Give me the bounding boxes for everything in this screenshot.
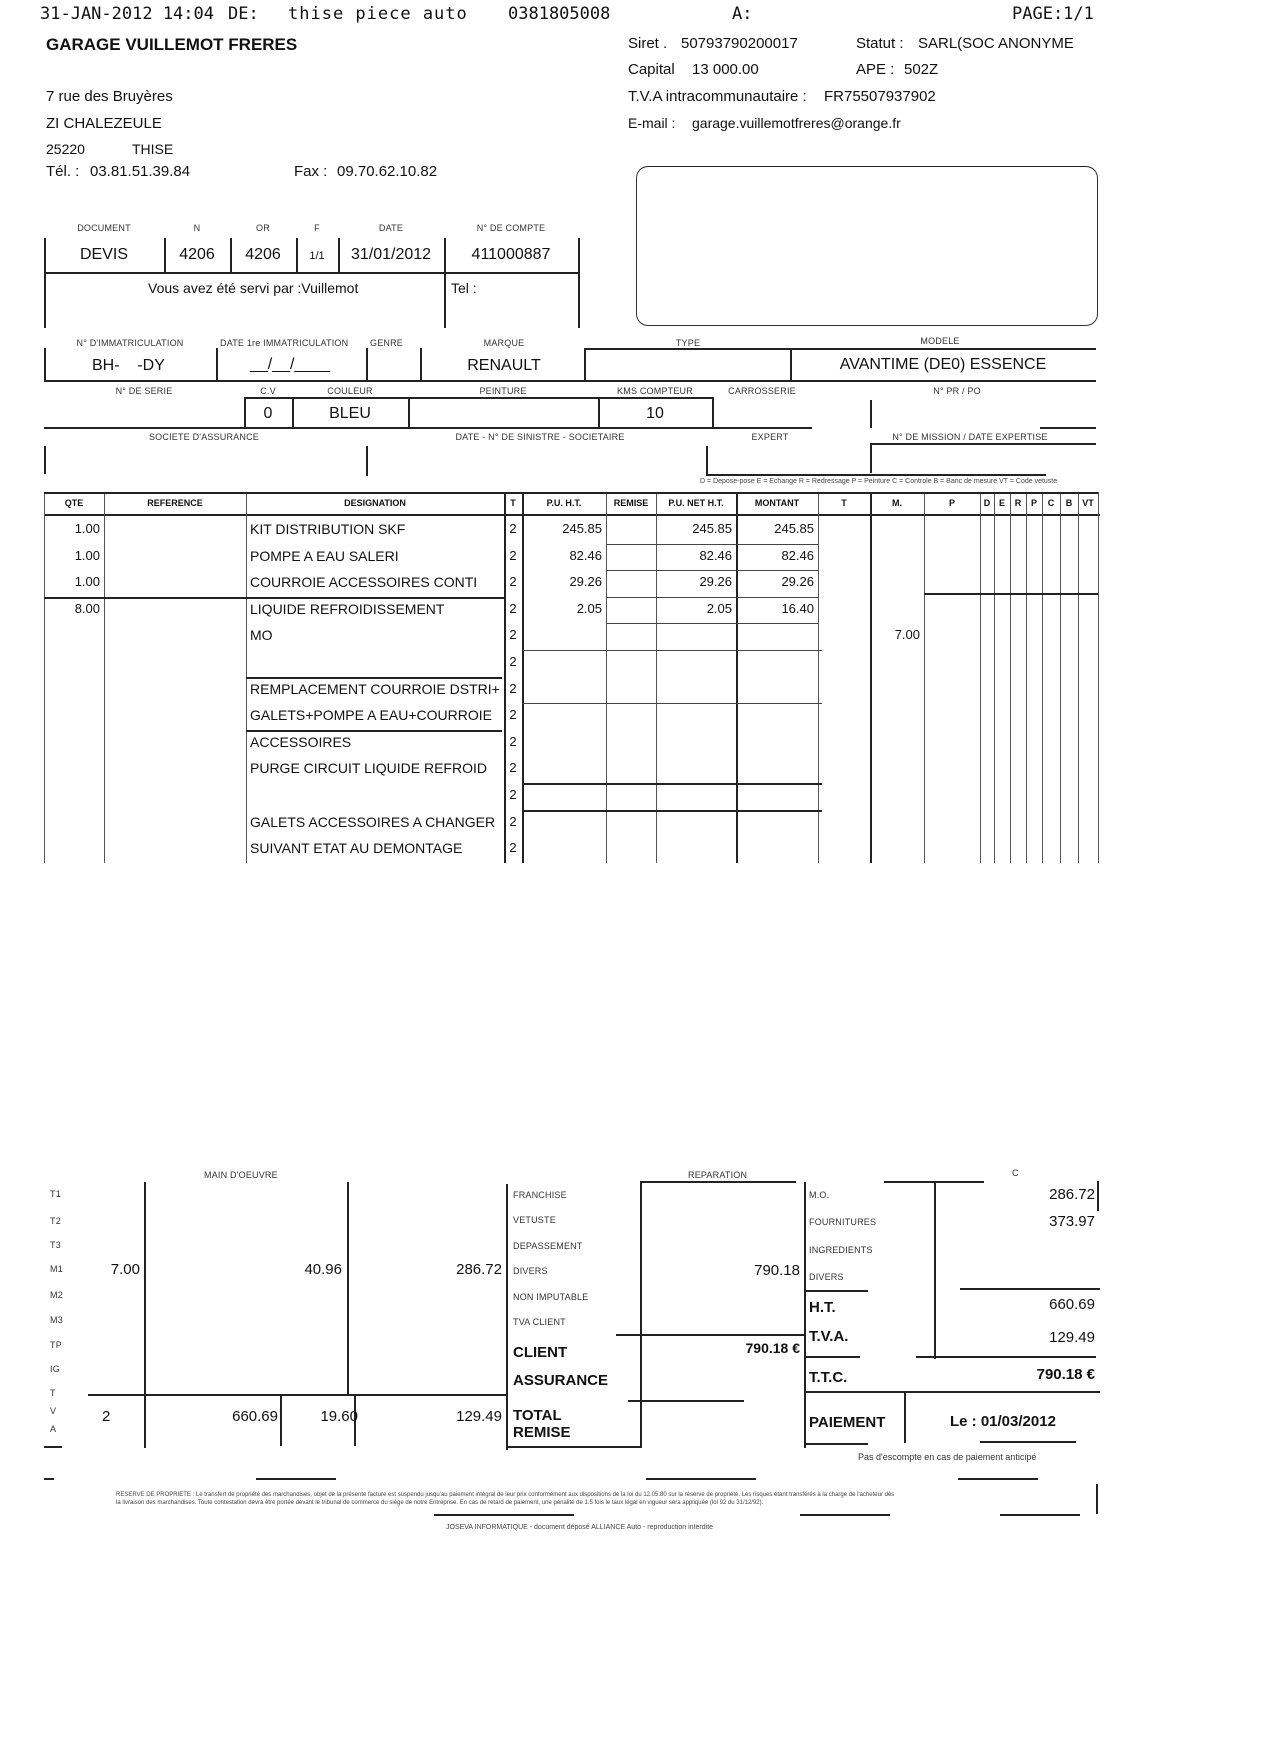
cell-pu-ht: 29.26 — [569, 574, 602, 590]
totals-title: C — [1012, 1168, 1019, 1178]
legal-text-1: RESERVE DE PROPRIETE : Le transfert de propriété des marchandises, objet de la présente facture est suspendu jusqu'au paiement intégral de leur prix conformément aux dispositions de la loi du 12.05.80 sur la réserve de propriété. Les risques étant transférés à la charge de l'acheteur dès — [116, 1492, 895, 1498]
doc-header-or: OR — [256, 223, 270, 233]
totals-fournitures-label: FOURNITURES — [809, 1217, 877, 1227]
cell-t: 2 — [509, 574, 517, 590]
cell-pu-net: 245.85 — [692, 521, 732, 536]
ape-label: APE : — [856, 61, 895, 78]
cell-designation: COURROIE ACCESSOIRES CONTI — [250, 574, 478, 591]
paiement-date: Le : 01/03/2012 — [950, 1413, 1056, 1430]
reparation-row-label: FRANCHISE — [513, 1190, 567, 1200]
fax-phone: 0381805008 — [508, 4, 611, 24]
cell-designation: PURGE CIRCUIT LIQUIDE REFROID — [250, 760, 487, 777]
cell-montant: 82.46 — [781, 547, 814, 563]
company-fax-label: Fax : — [294, 163, 328, 180]
siret-label: Siret . — [628, 35, 668, 52]
column-header-c: C — [1047, 498, 1055, 508]
tva-code: 2 — [102, 1408, 111, 1425]
doc-date: 31/01/2012 — [350, 246, 432, 263]
cell-pu-net: 82.46 — [699, 547, 732, 563]
couleur-value: BLEU — [329, 405, 371, 422]
immat-value: BH- -DY — [92, 357, 165, 374]
column-header-designation: DESIGNATION — [344, 498, 406, 508]
company-name: GARAGE VUILLEMOT FRERES — [46, 35, 298, 54]
serie-label: N° DE SERIE — [115, 386, 173, 396]
sinistre-label: DATE - N° DE SINISTRE - SOCIETAIRE — [455, 432, 625, 442]
column-header-d: D — [983, 498, 991, 508]
reparation-row-label: VETUSTE — [513, 1215, 556, 1226]
ape-value: 502Z — [904, 61, 939, 78]
doc-number: 4206 — [179, 246, 215, 263]
statut-value: SARL(SOC ANONYME — [918, 35, 1074, 52]
cell-t: 2 — [509, 627, 517, 643]
cell-designation: KIT DISTRIBUTION SKF — [250, 521, 406, 537]
couleur-label: COULEUR — [327, 386, 373, 396]
paiement-label: PAIEMENT — [809, 1414, 886, 1431]
genre-label: GENRE — [370, 338, 404, 348]
column-header-remise: REMISE — [613, 498, 649, 508]
customer-tel-label: Tel : — [451, 280, 477, 296]
cell-montant: 16.40 — [781, 600, 814, 616]
cell-qte: 1.00 — [74, 574, 100, 590]
company-address1: 7 rue des Bruyères — [46, 88, 173, 105]
tva-intra-label: T.V.A intracommunautaire : — [628, 88, 807, 105]
cell-t: 2 — [509, 733, 517, 749]
total-remise-label-1: TOTAL — [513, 1407, 562, 1424]
mo-row-label: T2 — [50, 1216, 61, 1226]
cell-designation: GALETS ACCESSOIRES A CHANGER — [250, 813, 496, 830]
cell-designation: MO — [250, 627, 273, 644]
cell-t: 2 — [509, 840, 517, 856]
cell-designation: ACCESSOIRES — [250, 733, 352, 750]
pr-label: N° PR / PO — [933, 386, 981, 396]
marque-label: MARQUE — [483, 338, 525, 348]
column-header-montant: MONTANT — [754, 498, 800, 508]
escompte-note: Pas d'escompte en cas de paiement anticipé — [858, 1452, 1037, 1462]
mo-row-label: M1 — [50, 1264, 63, 1274]
mo-m1-hours: 7.00 — [110, 1261, 140, 1278]
doc-header-date: DATE — [378, 223, 404, 233]
cell-pu-ht: 82.46 — [569, 547, 602, 563]
capital-value: 13 000.00 — [692, 61, 759, 78]
reparation-row-label: NON IMPUTABLE — [513, 1291, 589, 1302]
statut-label: Statut : — [856, 35, 904, 52]
fax-datetime: 31-JAN-2012 14:04 — [40, 4, 214, 24]
cv-label: C.V — [260, 386, 276, 396]
cell-t: 2 — [509, 654, 517, 669]
cell-designation: LIQUIDE REFROIDISSEMENT — [250, 600, 445, 617]
cell-t: 2 — [509, 547, 517, 563]
mo-row-label: T3 — [50, 1240, 61, 1250]
kms-label: KMS COMPTEUR — [617, 386, 693, 396]
doc-header-document: DOCUMENT — [77, 223, 131, 233]
recipient-address-box — [636, 166, 1098, 326]
legal-text-2: la livraison des marchandises. Toute contestation devra être portée devant le tribunal de commerce du siège de notre Entreprise. En cas de retard de paiement, une pénalité de 1.5 fois le taux légal en vigueur sera appliquée (loi 92 du 31/12/92). — [116, 1500, 764, 1506]
modele-label: MODELE — [920, 336, 960, 346]
doc-or: 4206 — [245, 246, 281, 263]
mo-m1-amount: 286.72 — [456, 1261, 502, 1278]
tva-row-label: T — [50, 1388, 56, 1398]
email-value[interactable]: garage.vuillemotfreres@orange.fr — [692, 115, 901, 131]
totals-divers-label: DIVERS — [809, 1272, 844, 1282]
tva-base: 660.69 — [232, 1408, 278, 1425]
cell-t: 2 — [509, 760, 517, 776]
cell-t: 2 — [509, 600, 517, 616]
reparation-row-label: DEPASSEMENT — [513, 1240, 583, 1251]
reparation-divers-value: 790.18 — [754, 1262, 800, 1279]
column-header-pu-net: P.U. NET H.T. — [668, 498, 724, 508]
totals-mo-label: M.O. — [809, 1190, 830, 1200]
cell-t: 2 — [509, 813, 517, 829]
cell-montant: 29.26 — [781, 574, 814, 590]
kms-value: 10 — [646, 405, 664, 422]
column-header-e: E — [998, 498, 1005, 508]
expert-label: EXPERT — [751, 432, 789, 442]
immat-label: N° D'IMMATRICULATION — [76, 338, 184, 348]
cell-m: 7.00 — [894, 627, 920, 643]
cell-montant: 245.85 — [774, 521, 814, 536]
cell-qte: 1.00 — [74, 521, 100, 536]
mo-row-label: T1 — [50, 1189, 61, 1199]
cell-pu-ht: 245.85 — [562, 521, 602, 536]
doc-type: DEVIS — [79, 246, 128, 263]
cell-t: 2 — [509, 521, 517, 536]
cell-t: 2 — [509, 680, 517, 696]
doc-f: 1/1 — [309, 250, 325, 262]
ht-value: 660.69 — [1049, 1296, 1095, 1313]
company-address2: ZI CHALEZEULE — [46, 115, 162, 132]
client-value: 790.18 € — [745, 1340, 800, 1356]
column-header-p2: P — [1030, 498, 1037, 508]
doc-header-f: F — [314, 223, 320, 233]
capital-label: Capital — [628, 61, 675, 78]
served-by: Vous avez été servi par :Vuillemot — [148, 280, 359, 296]
cell-designation: POMPE A EAU SALERI — [250, 547, 399, 564]
cell-qte: 8.00 — [74, 600, 100, 616]
company-tel: 03.81.51.39.84 — [90, 163, 191, 180]
tva-amount: 129.49 — [456, 1408, 502, 1425]
reparation-row-label: DIVERS — [513, 1266, 548, 1277]
doc-header-n: N — [193, 223, 201, 233]
fax-from-label: DE: — [228, 4, 259, 24]
fax-to-label: A: — [732, 4, 753, 24]
peinture-label: PEINTURE — [479, 386, 527, 396]
marque-value: RENAULT — [467, 357, 541, 374]
mo-row-label: M3 — [50, 1315, 63, 1325]
tva-total-value: 129.49 — [1049, 1329, 1095, 1346]
tva-row-label: A — [50, 1424, 57, 1434]
ttc-label: T.T.C. — [809, 1369, 848, 1386]
date-immat-value: __/__/____ — [250, 356, 331, 373]
cell-t: 2 — [509, 707, 517, 723]
cell-t: 2 — [509, 787, 517, 802]
mo-row-label: M2 — [50, 1290, 63, 1300]
totals-ingredients-label: INGREDIENTS — [809, 1245, 873, 1255]
mo-row-label: TP — [50, 1340, 62, 1350]
column-header-qte: QTE — [64, 498, 84, 508]
reparation-row-label: TVA CLIENT — [513, 1317, 566, 1327]
assurance-label: SOCIETE D'ASSURANCE — [148, 432, 260, 442]
company-postcode: 25220 — [46, 141, 85, 157]
column-header-ref: REFERENCE — [147, 498, 203, 508]
column-header-b: B — [1065, 498, 1073, 508]
cell-pu-net: 29.26 — [699, 574, 732, 590]
date-immat-label: DATE 1re IMMATRICULATION — [220, 338, 349, 348]
column-header-r: R — [1014, 498, 1022, 508]
siret-value: 50793790200017 — [681, 35, 798, 52]
cell-pu-net: 2.05 — [706, 600, 732, 616]
total-remise-label-2: REMISE — [513, 1424, 571, 1441]
footer-credit: JOSEVA INFORMATIQUE - document déposé ALLIANCE Auto - reproduction interdite — [446, 1524, 714, 1531]
email-label: E-mail : — [628, 115, 676, 131]
totals-mo-value: 286.72 — [1049, 1186, 1095, 1203]
cell-designation: GALETS+POMPE A EAU+COURROIE — [250, 707, 492, 724]
carrosserie-label: CARROSSERIE — [728, 386, 796, 396]
cell-pu-ht: 2.05 — [576, 600, 602, 616]
tva-total-label: T.V.A. — [809, 1328, 849, 1345]
client-label: CLIENT — [513, 1344, 568, 1361]
main-oeuvre-title: MAIN D'OEUVRE — [204, 1170, 278, 1180]
cell-qte: 1.00 — [74, 547, 100, 563]
ttc-value: 790.18 € — [1036, 1366, 1095, 1383]
type-label: TYPE — [675, 338, 701, 348]
cv-value: 0 — [263, 405, 273, 422]
mo-row-label: IG — [50, 1364, 60, 1374]
doc-account: 411000887 — [471, 246, 551, 263]
ht-label: H.T. — [809, 1299, 836, 1316]
assurance-total-label: ASSURANCE — [513, 1372, 609, 1389]
totals-fournitures-value: 373.97 — [1049, 1213, 1095, 1230]
company-fax: 09.70.62.10.82 — [337, 163, 438, 180]
mission-label: N° DE MISSION / DATE EXPERTISE — [892, 432, 1048, 442]
fax-from-value: thise piece auto — [288, 4, 468, 24]
tva-row-label: V — [50, 1406, 57, 1416]
column-header-m: M. — [892, 498, 902, 508]
column-header-p: P — [948, 498, 955, 508]
company-tel-label: Tél. : — [46, 163, 80, 180]
modele-value: AVANTIME (DE0) ESSENCE — [839, 356, 1047, 373]
column-header-t2: T — [841, 498, 847, 508]
reparation-title: REPARATION — [688, 1170, 748, 1180]
code-legend: D = Depose-pose E = Echange R = Redressage P = Peinture C = Controle B = Banc de mesure VT = Code vetuste — [700, 478, 1058, 485]
cell-designation: SUIVANT ETAT AU DEMONTAGE — [250, 840, 463, 857]
column-header-t: T — [510, 498, 516, 508]
column-header-vt: VT — [1082, 498, 1094, 508]
cell-designation: REMPLACEMENT COURROIE DSTRI+ — [250, 680, 500, 697]
doc-header-compte: N° DE COMPTE — [476, 223, 546, 233]
company-city: THISE — [132, 141, 174, 157]
mo-m1-rate: 40.96 — [304, 1261, 342, 1278]
tva-rate: 19.60 — [320, 1408, 358, 1425]
tva-intra-value: FR75507937902 — [824, 88, 936, 105]
column-header-pu-ht: P.U. H.T. — [546, 498, 582, 508]
fax-page: PAGE:1/1 — [1012, 4, 1094, 24]
